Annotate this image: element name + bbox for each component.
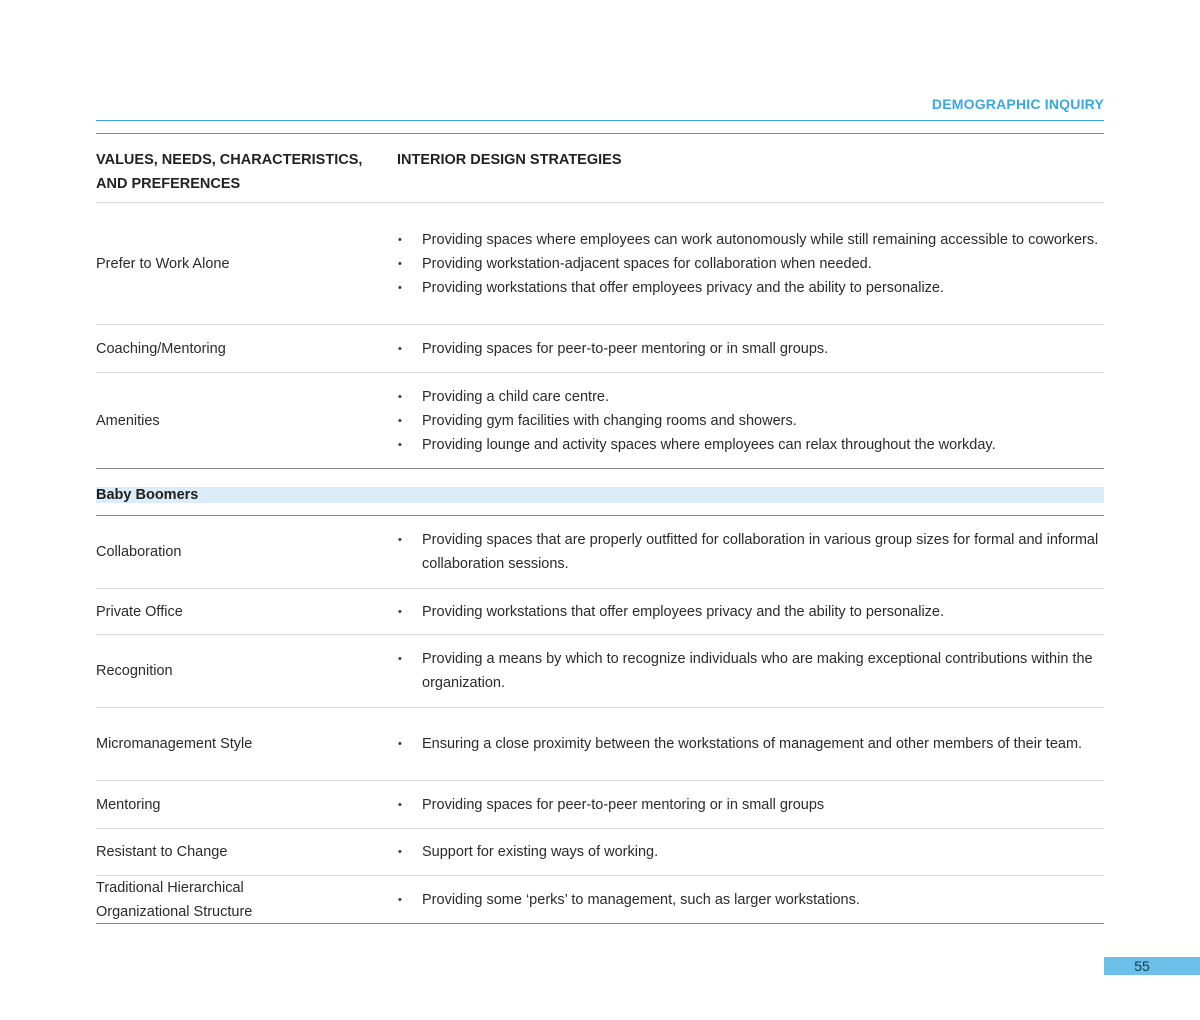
strategy-item: • Providing a child care centre. [397, 385, 1104, 409]
row-label-text: Recognition [96, 663, 173, 679]
row-strategies [397, 635, 1104, 707]
strategy-list [397, 385, 1104, 457]
table-row [96, 781, 1104, 829]
row-label [96, 516, 397, 588]
table-row [96, 635, 1104, 708]
strategy-list [397, 793, 1104, 817]
strategy-item: • Providing gym facilities with changing rooms and showers. [397, 409, 1104, 433]
strategy-item: • Ensuring a close proximity between the workstations of management and other members of their team. [397, 732, 1104, 756]
strategy-list [397, 228, 1104, 300]
row-label-text: Collaboration [96, 544, 182, 560]
row-strategies [397, 829, 1104, 875]
row-label-text: Micromanagement Style [96, 736, 253, 752]
strategy-item: • Providing workstations that offer employees privacy and the ability to personalize. [397, 600, 1104, 624]
row-label [96, 203, 397, 324]
section-label: DEMOGRAPHIC INQUIRY [931, 96, 1104, 112]
strategy-list [397, 732, 1104, 756]
row-label [96, 876, 397, 923]
table-row [96, 589, 1104, 635]
strategies-table [96, 133, 1104, 924]
strategy-list [397, 600, 1104, 624]
table-row [96, 708, 1104, 781]
row-label [96, 781, 397, 828]
table-row [96, 516, 1104, 589]
table-row [96, 203, 1104, 325]
row-label-text: Prefer to Work Alone [96, 255, 230, 272]
row-label-text: Resistant to Change [96, 844, 228, 860]
strategy-item: • Providing workstations that offer employees privacy and the ability to personalize. [397, 276, 1104, 300]
row-label-text: Amenities [96, 412, 160, 429]
table-row [96, 373, 1104, 469]
row-strategies [397, 708, 1104, 780]
strategy-list [397, 337, 1104, 361]
strategy-item: • Providing spaces for peer-to-peer mentoring or in small groups [397, 793, 1104, 817]
strategy-item: • Providing spaces for peer-to-peer mentoring or in small groups. [397, 337, 1104, 361]
strategy-list [397, 840, 1104, 864]
table-row [96, 829, 1104, 876]
row-strategies [397, 781, 1104, 828]
strategy-list [397, 528, 1104, 576]
row-strategies [397, 516, 1104, 588]
row-label-text: Coaching/Mentoring [96, 340, 226, 357]
strategy-item: • Providing workstation-adjacent spaces for collaboration when needed. [397, 252, 1104, 276]
strategy-item: • Providing a means by which to recognize individuals who are making exceptional contributions within the organization. [397, 647, 1104, 695]
rows-group-a [96, 203, 1104, 469]
row-strategies [397, 325, 1104, 372]
row-strategies [397, 876, 1104, 923]
strategy-item: • Providing lounge and activity spaces where employees can relax throughout the workday. [397, 433, 1104, 457]
row-label [96, 829, 397, 875]
strategy-item: • Providing some ‘perks’ to management, such as larger workstations. [397, 888, 1104, 912]
strategy-list [397, 888, 1104, 912]
row-label [96, 589, 397, 634]
column-heading-values-text: VALUES, NEEDS, CHARACTERISTICS, AND PREFERENCES [96, 152, 363, 192]
row-label-text: Mentoring [96, 796, 161, 813]
row-strategies [397, 589, 1104, 634]
table-row [96, 325, 1104, 373]
row-label [96, 373, 397, 468]
section-divider [96, 503, 1104, 516]
strategy-item: • Providing spaces that are properly outfitted for collaboration in various group sizes for formal and informal collaboration sessions. [397, 528, 1104, 576]
table-row [96, 876, 1104, 924]
section-title-baby-boomers: Baby Boomers [96, 487, 1104, 503]
row-label [96, 325, 397, 372]
row-strategies [397, 373, 1104, 468]
column-heading-strategies: INTERIOR DESIGN STRATEGIES [397, 152, 622, 168]
row-label [96, 635, 397, 707]
column-heading-values [96, 134, 397, 196]
header-rule [96, 120, 1104, 121]
row-strategies [397, 203, 1104, 324]
page-number: 55 [1104, 957, 1200, 975]
row-label [96, 708, 397, 780]
rows-group-b [96, 516, 1104, 924]
row-label-text: Traditional Hierarchical Organizational Structure [96, 879, 253, 920]
table-header-row [96, 133, 1104, 203]
strategy-item: • Support for existing ways of working. [397, 840, 1104, 864]
strategy-item: • Providing spaces where employees can work autonomously while still remaining accessible to coworkers. [397, 228, 1104, 252]
row-label-text: Private Office [96, 603, 183, 620]
strategy-list [397, 647, 1104, 695]
